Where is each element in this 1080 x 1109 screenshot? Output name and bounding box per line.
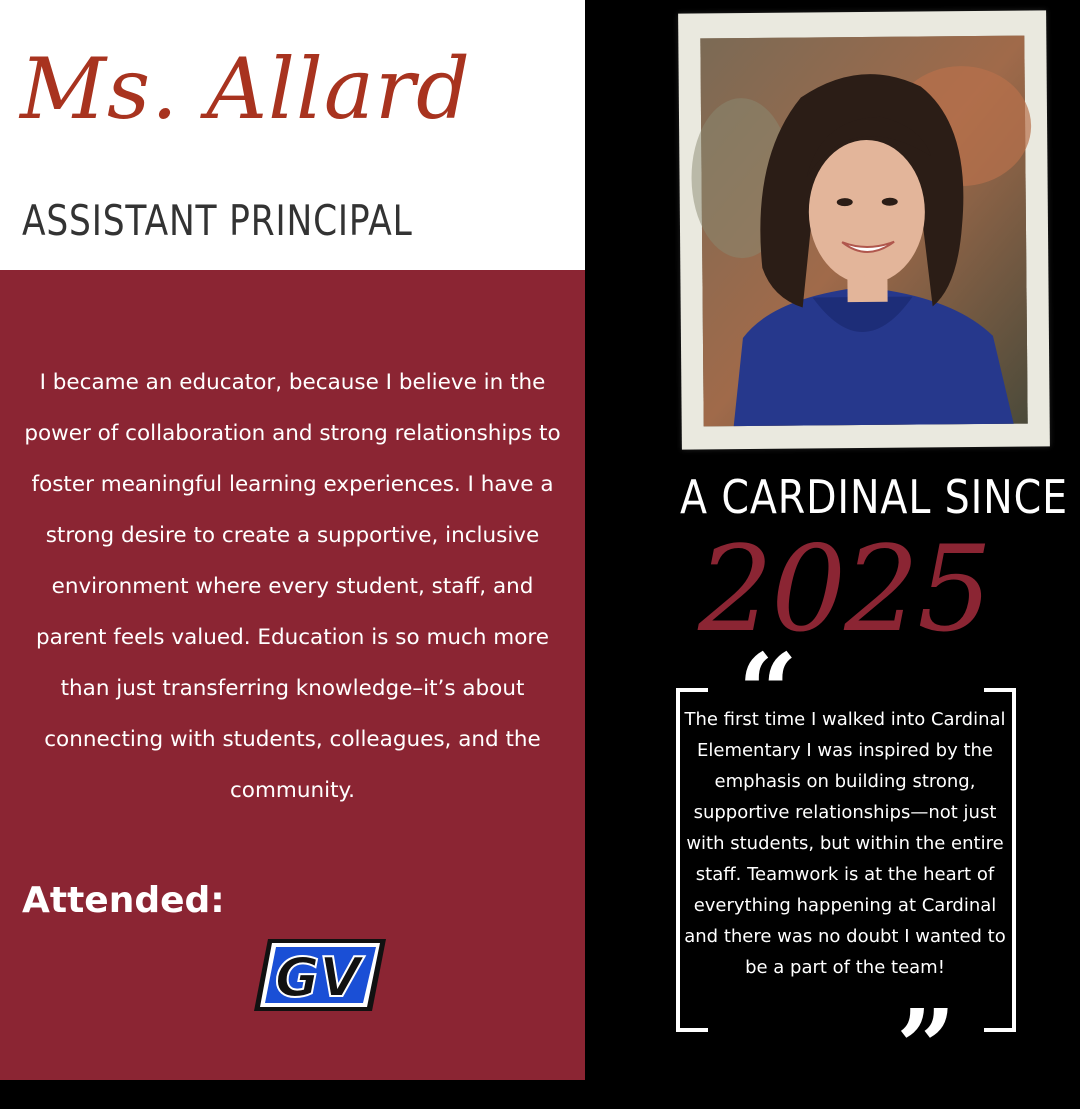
gv-logo-icon [250,935,390,1015]
cardinal-since-year: 2025 [698,520,991,658]
quote-open-mark: “ [738,630,798,753]
staff-name: Ms. Allard [20,40,471,138]
attended-label: Attended: [22,880,225,921]
cardinal-since-label: A CARDINAL SINCE [680,470,1068,524]
portrait-illustration [700,36,1027,427]
bio-text: I became an educator, because I believe in the power of collaboration and strong relationships to foster meaningful learning experiences. I have a strong desire to create a supportive, inclusive environment where every student, staff, and parent feels valued. Education is so much more than just transferring knowledge–it’s about connecting with students, colleagues, and the community. [24,370,561,803]
quote-close-mark: ” [896,986,956,1109]
quote-text: The first time I walked into Cardinal Elementary I was inspired by the emphasis on building strong, supportive relationships—not just with students, but within the entire staff. Teamwork is at the heart of everything happening at Cardinal and there was no doubt I wanted to be a part of the team! [684,709,1006,978]
photo-frame [678,10,1050,449]
gv-logo-text: GV [274,946,362,1009]
staff-photo [700,36,1027,427]
staff-role: ASSISTANT PRINCIPAL [22,196,413,245]
